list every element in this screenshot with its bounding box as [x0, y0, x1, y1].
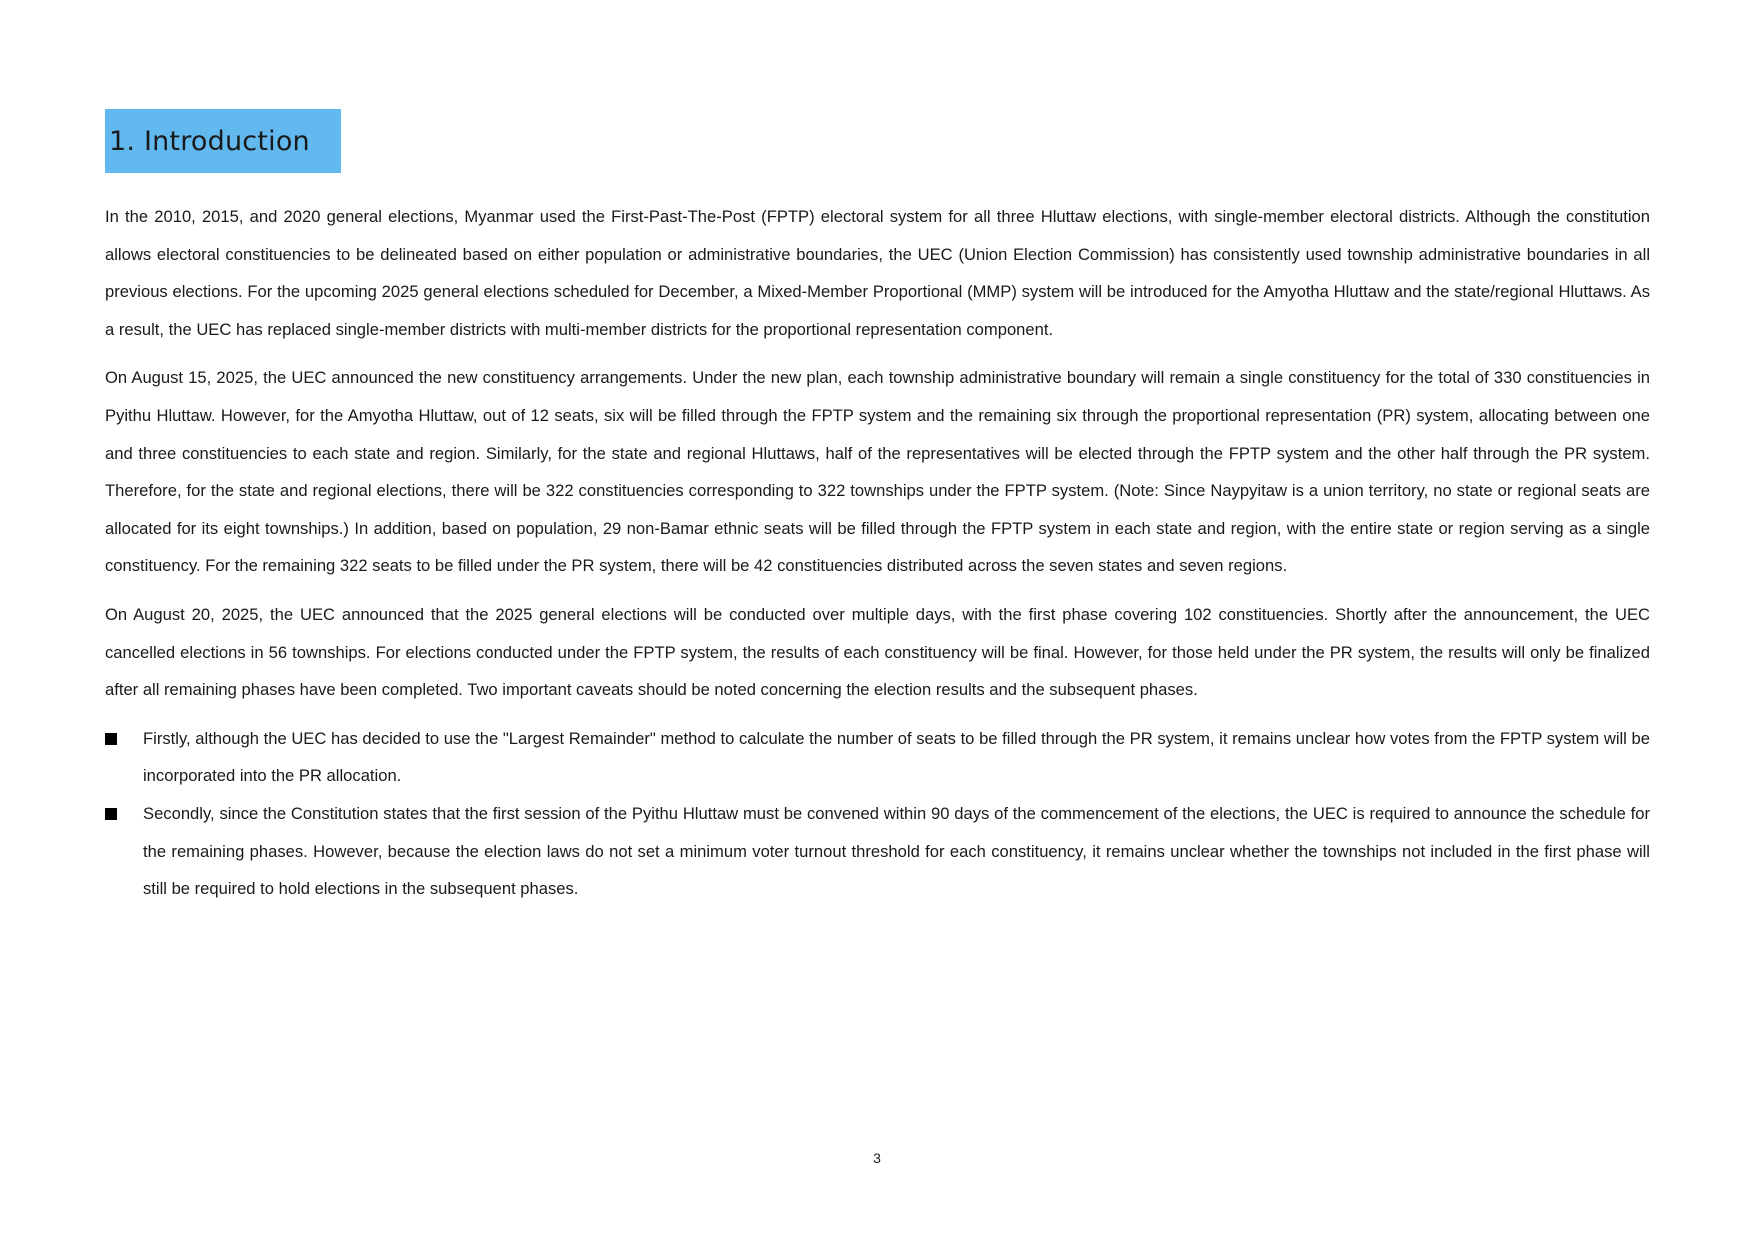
list-item	[105, 720, 1650, 795]
caveats-list	[105, 720, 1650, 908]
list-item-text: Firstly, although the UEC has decided to use the "Largest Remainder" method to calculate the number of seats to be filled through the PR system, it remains unclear how votes from the FPTP system will be incorporated into the PR allocation.	[143, 728, 1650, 786]
section-heading: 1. Introduction	[109, 125, 310, 157]
paragraph-1: In the 2010, 2015, and 2020 general elections, Myanmar used the First-Past-The-Post (FPTP) electoral system for all three Hluttaw elections, with single-member electoral districts. Although the constitution allows electoral constituencies to be delineated based on either population or administrative boundaries, the UEC (Union Election Commission) has consistently used township administrative boundaries in all previous elections. For the upcoming 2025 general elections scheduled for December, a Mixed-Member Proportional (MMP) system will be introduced for the Amyotha Hluttaw and the state/regional Hluttaws. As a result, the UEC has replaced single-member districts with multi-member districts for the proportional representation component.	[105, 207, 1650, 339]
list-item-text: Secondly, since the Constitution states that the first session of the Pyithu Hluttaw must be convened within 90 days of the commencement of the elections, the UEC is required to announce the schedule for the remaining phases. However, because the election laws do not set a minimum voter turnout threshold for each constituency, it remains unclear whether the townships not included in the first phase will still be required to hold elections in the subsequent phases.	[143, 803, 1650, 899]
paragraph-2: On August 15, 2025, the UEC announced the new constituency arrangements. Under the new plan, each township administrative boundary will remain a single constituency for the total of 330 constituencies in Pyithu Hluttaw. However, for the Amyotha Hluttaw, out of 12 seats, six will be filled through the FPTP system and the remaining six through the proportional representation (PR) system, allocating between one and three constituencies to each state and region. Similarly, for the state and regional Hluttaws, half of the representatives will be elected through the FPTP system and the other half through the PR system. Therefore, for the state and regional elections, there will be 322 constituencies corresponding to 322 townships under the FPTP system. (Note: Since Naypyitaw is a union territory, no state or regional seats are allocated for its eight townships.) In addition, based on population, 29 non-Bamar ethnic seats will be filled through the FPTP system in each state and region, with the entire state or region serving as a single constituency. For the remaining 322 seats to be filled under the PR system, there will be 42 constituencies distributed across the seven states and seven regions.	[105, 368, 1650, 576]
document-body	[105, 198, 1650, 908]
square-bullet-icon	[105, 808, 117, 820]
page-number: 3	[873, 1150, 881, 1166]
section-heading-box	[105, 109, 341, 173]
paragraph-3: On August 20, 2025, the UEC announced that the 2025 general elections will be conducted over multiple days, with the first phase covering 102 constituencies. Shortly after the announcement, the UEC cancelled elections in 56 townships. For elections conducted under the FPTP system, the results of each constituency will be final. However, for those held under the PR system, the results will only be finalized after all remaining phases have been completed. Two important caveats should be noted concerning the election results and the subsequent phases.	[105, 604, 1650, 700]
list-item	[105, 795, 1650, 908]
square-bullet-icon	[105, 733, 117, 745]
